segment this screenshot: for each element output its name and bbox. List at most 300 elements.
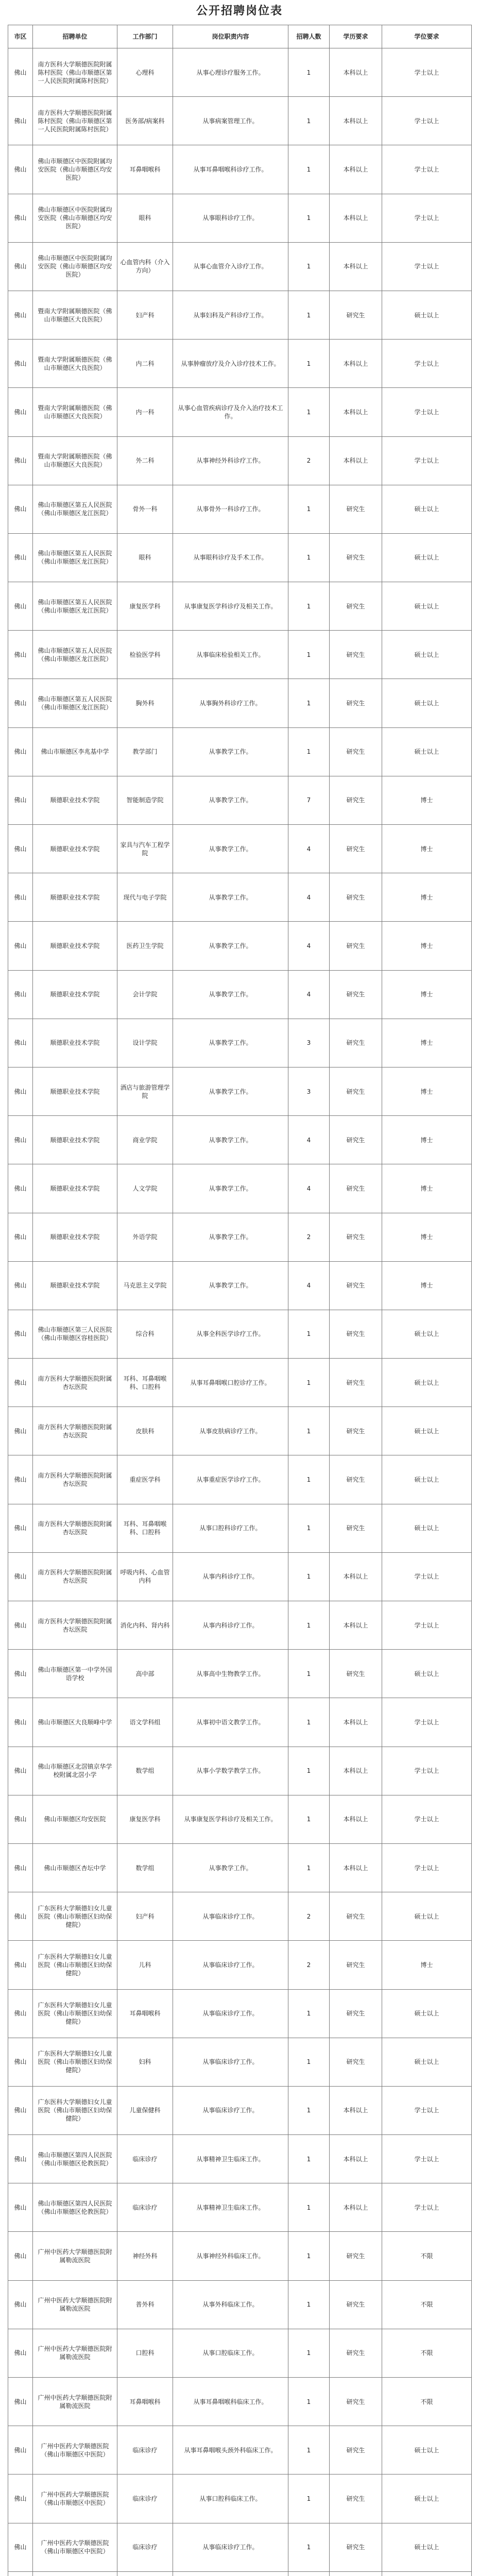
city-cell: 佛山 [8, 1407, 33, 1455]
department-cell: 高中部 [117, 1650, 173, 1698]
degree-cell: 博士 [382, 1941, 472, 1989]
city-cell: 佛山 [8, 1892, 33, 1941]
employer-cell: 广东医科大学顺德妇女儿童医院（佛山市顺德区妇幼保健院） [33, 1892, 117, 1941]
city-cell: 佛山 [8, 873, 33, 922]
employer-cell: 南方医科大学顺德医院附属杏坛医院 [33, 1504, 117, 1552]
education-cell: 本科以上 [330, 2135, 382, 2183]
table-row [8, 1261, 472, 1310]
department-cell: 妇科 [117, 2038, 173, 2086]
city-cell: 佛山 [8, 825, 33, 873]
employer-cell: 顺德职业技术学院 [33, 1213, 117, 1261]
table-row [8, 1941, 472, 1989]
department-cell: 康复医学科 [117, 1795, 173, 1843]
table-row [8, 1116, 472, 1164]
city-cell: 佛山 [8, 922, 33, 970]
table-row [8, 533, 472, 582]
headcount-cell: 1 [288, 97, 330, 145]
headcount-cell: 1 [288, 1795, 330, 1843]
department-cell: 内一科 [117, 388, 173, 436]
education-cell: 研究生 [330, 1941, 382, 1989]
headcount-cell: 1 [288, 1989, 330, 2038]
degree-cell: 硕士以上 [382, 1504, 472, 1552]
table-row [8, 825, 472, 873]
department-cell: 设计学院 [117, 1019, 173, 1067]
table-row [8, 340, 472, 388]
employer-cell: 广州中医药大学顺德医院附属勒流医院 [33, 2378, 117, 2426]
department-cell: 商业学院 [117, 1116, 173, 1164]
headcount-cell: 4 [288, 970, 330, 1019]
degree-cell: 学士以上 [382, 194, 472, 242]
employer-cell: 佛山市顺德区第五人民医院（佛山市顺德区龙江医院） [33, 582, 117, 631]
table-row [8, 1455, 472, 1504]
department-cell: 医务部/病案科 [117, 97, 173, 145]
table-row [8, 2571, 472, 2576]
city-cell: 佛山 [8, 2523, 33, 2571]
degree-cell: 硕士以上 [382, 1407, 472, 1455]
duty-cell: 从事心血管介入诊疗工作。 [173, 242, 288, 291]
department-cell: 现代与电子学院 [117, 873, 173, 922]
table-row [8, 970, 472, 1019]
table-row [8, 2183, 472, 2232]
education-cell: 本科以上 [330, 2086, 382, 2134]
education-cell: 本科以上 [330, 194, 382, 242]
headcount-cell: 4 [288, 873, 330, 922]
employer-cell: 暨南大学附属顺德医院（佛山市顺德区大良医院） [33, 388, 117, 436]
duty-cell: 从事内科诊疗工作。 [173, 1552, 288, 1601]
table-row [8, 291, 472, 339]
headcount-cell: 1 [288, 291, 330, 339]
department-cell: 眼科 [117, 533, 173, 582]
duty-cell: 从事口腔科诊疗工作。 [173, 1504, 288, 1552]
table-header-row [8, 25, 472, 48]
department-cell: 综合科 [117, 1310, 173, 1358]
degree-cell: 不限 [382, 2378, 472, 2426]
city-cell: 佛山 [8, 2378, 33, 2426]
column-header: 学位要求 [382, 25, 472, 48]
table-row [8, 1795, 472, 1843]
education-cell: 研究生 [330, 825, 382, 873]
employer-cell: 佛山市顺德区第四人民医院（佛山市顺德区伦教医院） [33, 2135, 117, 2183]
degree-cell: 学士以上 [382, 340, 472, 388]
headcount-cell: 1 [288, 242, 330, 291]
page-title: 公开招聘岗位表 [196, 5, 283, 18]
city-cell: 佛山 [8, 2426, 33, 2475]
degree-cell: 学士以上 [382, 1795, 472, 1843]
employer-cell: 广州中医药大学顺德医院附属勒流医院 [33, 2280, 117, 2329]
education-cell: 研究生 [330, 1504, 382, 1552]
table-row [8, 1892, 472, 1941]
table-row [8, 2038, 472, 2086]
education-cell: 本科以上 [330, 48, 382, 97]
degree-cell: 博士 [382, 1067, 472, 1115]
degree-cell: 硕士以上 [382, 727, 472, 776]
table-row [8, 2426, 472, 2475]
headcount-cell: 1 [288, 2038, 330, 2086]
education-cell: 研究生 [330, 1019, 382, 1067]
degree-cell: 博士 [382, 776, 472, 824]
city-cell: 佛山 [8, 2183, 33, 2232]
city-cell: 佛山 [8, 2086, 33, 2134]
education-cell: 本科以上 [330, 242, 382, 291]
degree-cell: 学士以上 [382, 436, 472, 485]
employer-cell: 顺德职业技术学院 [33, 776, 117, 824]
table-row [8, 1843, 472, 1892]
department-cell: 呼吸内科、心血管内科 [117, 1552, 173, 1601]
headcount-cell: 1 [288, 2329, 330, 2377]
education-cell: 研究生 [330, 2475, 382, 2523]
employer-cell: 顺德职业技术学院 [33, 1019, 117, 1067]
table-row [8, 1504, 472, 1552]
degree-cell: 学士以上 [382, 2086, 472, 2134]
city-cell: 佛山 [8, 631, 33, 679]
city-cell: 佛山 [8, 1310, 33, 1358]
department-cell [117, 2571, 173, 2576]
table-row [8, 1601, 472, 1650]
headcount-cell: 1 [288, 2135, 330, 2183]
degree-cell: 学士以上 [382, 48, 472, 97]
duty-cell: 从事皮肤病诊疗工作。 [173, 1407, 288, 1455]
employer-cell: 佛山市顺德区中医院附属均安医院（佛山市顺德区均安医院） [33, 242, 117, 291]
department-cell: 口腔科 [117, 2329, 173, 2377]
city-cell: 佛山 [8, 1116, 33, 1164]
education-cell [330, 2571, 382, 2576]
city-cell: 佛山 [8, 2232, 33, 2280]
education-cell: 研究生 [330, 727, 382, 776]
headcount-cell: 1 [288, 631, 330, 679]
table-row [8, 485, 472, 533]
degree-cell: 博士 [382, 825, 472, 873]
table-row [8, 2329, 472, 2377]
education-cell: 研究生 [330, 1310, 382, 1358]
employer-cell [33, 2571, 117, 2576]
department-cell: 神经外科 [117, 2232, 173, 2280]
degree-cell: 博士 [382, 922, 472, 970]
table-body [8, 48, 472, 2576]
headcount-cell: 1 [288, 340, 330, 388]
duty-cell: 从事教学工作。 [173, 873, 288, 922]
table-row [8, 2523, 472, 2571]
education-cell: 研究生 [330, 1989, 382, 2038]
table-row [8, 922, 472, 970]
department-cell: 妇产科 [117, 1892, 173, 1941]
degree-cell: 硕士以上 [382, 1989, 472, 2038]
degree-cell: 不限 [382, 2232, 472, 2280]
employer-cell: 广东医科大学顺德妇女儿童医院（佛山市顺德区妇幼保健院） [33, 2038, 117, 2086]
duty-cell: 从事小学数学教学工作。 [173, 1747, 288, 1795]
duty-cell: 从事妇科及产科诊疗工作。 [173, 291, 288, 339]
degree-cell: 博士 [382, 1019, 472, 1067]
department-cell: 耳鼻咽喉科 [117, 145, 173, 194]
table-row [8, 97, 472, 145]
headcount-cell: 1 [288, 1359, 330, 1407]
duty-cell: 从事教学工作。 [173, 1843, 288, 1892]
duty-cell: 从事教学工作。 [173, 1164, 288, 1213]
table-row [8, 194, 472, 242]
city-cell: 佛山 [8, 1650, 33, 1698]
education-cell: 本科以上 [330, 1698, 382, 1747]
city-cell: 佛山 [8, 1941, 33, 1989]
city-cell: 佛山 [8, 727, 33, 776]
duty-cell: 从事临床诊疗工作。 [173, 1989, 288, 2038]
degree-cell: 博士 [382, 970, 472, 1019]
department-cell: 心理科 [117, 48, 173, 97]
city-cell: 佛山 [8, 582, 33, 631]
degree-cell: 学士以上 [382, 242, 472, 291]
table-row [8, 2378, 472, 2426]
education-cell: 本科以上 [330, 145, 382, 194]
employer-cell: 佛山市顺德区第四人民医院（佛山市顺德区伦教医院） [33, 2183, 117, 2232]
duty-cell: 从事口腔科临床工作。 [173, 2475, 288, 2523]
education-cell: 本科以上 [330, 1843, 382, 1892]
employer-cell: 佛山市顺德区中医院附属均安医院（佛山市顺德区均安医院） [33, 194, 117, 242]
duty-cell: 从事神经外科临床工作。 [173, 2232, 288, 2280]
city-cell: 佛山 [8, 970, 33, 1019]
department-cell: 心血管内科（介入方向） [117, 242, 173, 291]
duty-cell: 从事耳鼻咽喉科临床工作。 [173, 2378, 288, 2426]
city-cell: 佛山 [8, 776, 33, 824]
education-cell: 研究生 [330, 2038, 382, 2086]
education-cell: 本科以上 [330, 1601, 382, 1650]
department-cell: 耳科、耳鼻咽喉科、口腔科 [117, 1504, 173, 1552]
city-cell: 佛山 [8, 1989, 33, 2038]
department-cell: 语文学科组 [117, 1698, 173, 1747]
table-row [8, 2475, 472, 2523]
employer-cell: 暨南大学附属顺德医院（佛山市顺德区大良医院） [33, 340, 117, 388]
table-row [8, 2280, 472, 2329]
degree-cell: 硕士以上 [382, 2523, 472, 2571]
column-header: 招聘单位 [33, 25, 117, 48]
degree-cell: 硕士以上 [382, 1650, 472, 1698]
degree-cell: 硕士以上 [382, 2426, 472, 2475]
degree-cell: 硕士以上 [382, 1892, 472, 1941]
department-cell: 临床诊疗 [117, 2135, 173, 2183]
city-cell: 佛山 [8, 1747, 33, 1795]
city-cell: 佛山 [8, 533, 33, 582]
headcount-cell: 7 [288, 776, 330, 824]
city-cell: 佛山 [8, 1552, 33, 1601]
education-cell: 本科以上 [330, 436, 382, 485]
degree-cell: 硕士以上 [382, 291, 472, 339]
headcount-cell: 1 [288, 1504, 330, 1552]
headcount-cell: 2 [288, 1941, 330, 1989]
department-cell: 临床诊疗 [117, 2426, 173, 2475]
degree-cell: 硕士以上 [382, 1359, 472, 1407]
department-cell: 眼科 [117, 194, 173, 242]
education-cell: 研究生 [330, 1261, 382, 1310]
headcount-cell [288, 2571, 330, 2576]
education-cell: 研究生 [330, 533, 382, 582]
table-row [8, 1698, 472, 1747]
headcount-cell: 3 [288, 1019, 330, 1067]
department-cell: 医药卫生学院 [117, 922, 173, 970]
degree-cell: 不限 [382, 2280, 472, 2329]
degree-cell [382, 2571, 472, 2576]
duty-cell: 从事教学工作。 [173, 1067, 288, 1115]
city-cell: 佛山 [8, 1261, 33, 1310]
department-cell: 内二科 [117, 340, 173, 388]
education-cell: 研究生 [330, 1067, 382, 1115]
headcount-cell: 1 [288, 2280, 330, 2329]
headcount-cell: 1 [288, 2183, 330, 2232]
duty-cell: 从事初中语文教学工作。 [173, 1698, 288, 1747]
headcount-cell: 4 [288, 922, 330, 970]
duty-cell: 从事教学工作。 [173, 776, 288, 824]
employer-cell: 暨南大学附属顺德医院（佛山市顺德区大良医院） [33, 436, 117, 485]
city-cell: 佛山 [8, 1504, 33, 1552]
employer-cell: 佛山市顺德区北滘镇京华学校附属北滘小学 [33, 1747, 117, 1795]
duty-cell: 从事内科诊疗工作。 [173, 1601, 288, 1650]
employer-cell: 佛山市顺德区第一中学外国语学校 [33, 1650, 117, 1698]
table-row [8, 631, 472, 679]
education-cell: 研究生 [330, 970, 382, 1019]
department-cell: 智能制造学院 [117, 776, 173, 824]
education-cell: 研究生 [330, 1359, 382, 1407]
employer-cell: 顺德职业技术学院 [33, 970, 117, 1019]
duty-cell: 从事眼科诊疗及手术工作。 [173, 533, 288, 582]
employer-cell: 南方医科大学顺德医院附属杏坛医院 [33, 1601, 117, 1650]
city-cell: 佛山 [8, 1067, 33, 1115]
employer-cell: 广州中医药大学顺德医院附属勒流医院 [33, 2329, 117, 2377]
city-cell: 佛山 [8, 242, 33, 291]
degree-cell: 博士 [382, 1116, 472, 1164]
employer-cell: 广州中医药大学顺德医院附属勒流医院 [33, 2232, 117, 2280]
duty-cell: 从事临床诊疗工作。 [173, 1941, 288, 1989]
employer-cell: 广州中医药大学顺德医院（佛山市顺德区中医院） [33, 2523, 117, 2571]
duty-cell: 从事高中生物教学工作。 [173, 1650, 288, 1698]
education-cell: 研究生 [330, 922, 382, 970]
department-cell: 临床诊疗 [117, 2523, 173, 2571]
headcount-cell: 4 [288, 1116, 330, 1164]
department-cell: 数学组 [117, 1747, 173, 1795]
degree-cell: 学士以上 [382, 1698, 472, 1747]
department-cell: 马克思主义学院 [117, 1261, 173, 1310]
city-cell: 佛山 [8, 2329, 33, 2377]
table-row [8, 145, 472, 194]
city-cell: 佛山 [8, 1698, 33, 1747]
headcount-cell: 4 [288, 1261, 330, 1310]
degree-cell: 硕士以上 [382, 1310, 472, 1358]
headcount-cell: 1 [288, 533, 330, 582]
employer-cell: 顺德职业技术学院 [33, 873, 117, 922]
duty-cell: 从事外科临床工作。 [173, 2280, 288, 2329]
degree-cell: 博士 [382, 1213, 472, 1261]
department-cell: 骨外一科 [117, 485, 173, 533]
duty-cell: 从事心血管疾病诊疗及介入治疗技术工作。 [173, 388, 288, 436]
degree-cell: 硕士以上 [382, 485, 472, 533]
table-row [8, 1359, 472, 1407]
duty-cell: 从事眼科诊疗工作。 [173, 194, 288, 242]
headcount-cell: 1 [288, 1455, 330, 1504]
department-cell: 儿童保健科 [117, 2086, 173, 2134]
degree-cell: 硕士以上 [382, 679, 472, 727]
employer-cell: 佛山市顺德区第三人民医院（佛山市顺德区容桂医院） [33, 1310, 117, 1358]
city-cell: 佛山 [8, 1455, 33, 1504]
employer-cell: 暨南大学附属顺德医院（佛山市顺德区大良医院） [33, 291, 117, 339]
headcount-cell: 1 [288, 582, 330, 631]
column-header: 市区 [8, 25, 33, 48]
city-cell: 佛山 [8, 2280, 33, 2329]
headcount-cell: 2 [288, 436, 330, 485]
education-cell: 研究生 [330, 2232, 382, 2280]
degree-cell: 学士以上 [382, 1601, 472, 1650]
table-row [8, 1213, 472, 1261]
table-row [8, 1650, 472, 1698]
department-cell: 康复医学科 [117, 582, 173, 631]
table-row [8, 388, 472, 436]
duty-cell: 从事口腔临床工作。 [173, 2329, 288, 2377]
headcount-cell: 1 [288, 2232, 330, 2280]
column-header: 岗位职责内容 [173, 25, 288, 48]
degree-cell: 学士以上 [382, 1552, 472, 1601]
duty-cell: 从事精神卫生临床工作。 [173, 2135, 288, 2183]
column-header: 招聘人数 [288, 25, 330, 48]
education-cell: 研究生 [330, 776, 382, 824]
headcount-cell: 1 [288, 1698, 330, 1747]
education-cell: 本科以上 [330, 340, 382, 388]
degree-cell: 学士以上 [382, 2183, 472, 2232]
degree-cell: 学士以上 [382, 388, 472, 436]
degree-cell: 硕士以上 [382, 1455, 472, 1504]
degree-cell: 学士以上 [382, 1747, 472, 1795]
headcount-cell: 1 [288, 1747, 330, 1795]
degree-cell: 硕士以上 [382, 2475, 472, 2523]
degree-cell: 学士以上 [382, 2135, 472, 2183]
duty-cell: 从事骨外一科诊疗工作。 [173, 485, 288, 533]
education-cell: 研究生 [330, 582, 382, 631]
department-cell: 消化内科、肾内科 [117, 1601, 173, 1650]
headcount-cell: 1 [288, 1650, 330, 1698]
headcount-cell: 2 [288, 1213, 330, 1261]
headcount-cell: 1 [288, 485, 330, 533]
degree-cell: 学士以上 [382, 145, 472, 194]
headcount-cell: 1 [288, 2475, 330, 2523]
duty-cell: 从事神经外科诊疗工作。 [173, 436, 288, 485]
table-row [8, 48, 472, 97]
education-cell: 本科以上 [330, 388, 382, 436]
degree-cell: 硕士以上 [382, 2038, 472, 2086]
department-cell: 胸外科 [117, 679, 173, 727]
education-cell: 研究生 [330, 1116, 382, 1164]
education-cell: 本科以上 [330, 1795, 382, 1843]
city-cell [8, 2571, 33, 2576]
duty-cell: 从事耳鼻咽喉口腔诊疗工作。 [173, 1359, 288, 1407]
headcount-cell: 1 [288, 194, 330, 242]
duty-cell: 从事教学工作。 [173, 727, 288, 776]
education-cell: 研究生 [330, 485, 382, 533]
duty-cell: 从事教学工作。 [173, 1213, 288, 1261]
headcount-cell: 1 [288, 2378, 330, 2426]
table-row [8, 1407, 472, 1455]
city-cell: 佛山 [8, 485, 33, 533]
degree-cell: 硕士以上 [382, 631, 472, 679]
employer-cell: 南方医科大学顺德医院附属陈村医院（佛山市顺德区第一人民医院附属陈村医院） [33, 97, 117, 145]
city-cell: 佛山 [8, 679, 33, 727]
degree-cell: 不限 [382, 2329, 472, 2377]
employer-cell: 广州中医药大学顺德医院（佛山市顺德区中医院） [33, 2475, 117, 2523]
education-cell: 本科以上 [330, 1747, 382, 1795]
education-cell: 研究生 [330, 1650, 382, 1698]
city-cell: 佛山 [8, 436, 33, 485]
education-cell: 研究生 [330, 2280, 382, 2329]
table-row [8, 242, 472, 291]
department-cell: 临床诊疗 [117, 2475, 173, 2523]
department-cell: 人文学院 [117, 1164, 173, 1213]
department-cell: 家具与汽车工程学院 [117, 825, 173, 873]
table-row [8, 2135, 472, 2183]
department-cell: 妇产科 [117, 291, 173, 339]
city-cell: 佛山 [8, 1843, 33, 1892]
employer-cell: 佛山市顺德区李兆基中学 [33, 727, 117, 776]
